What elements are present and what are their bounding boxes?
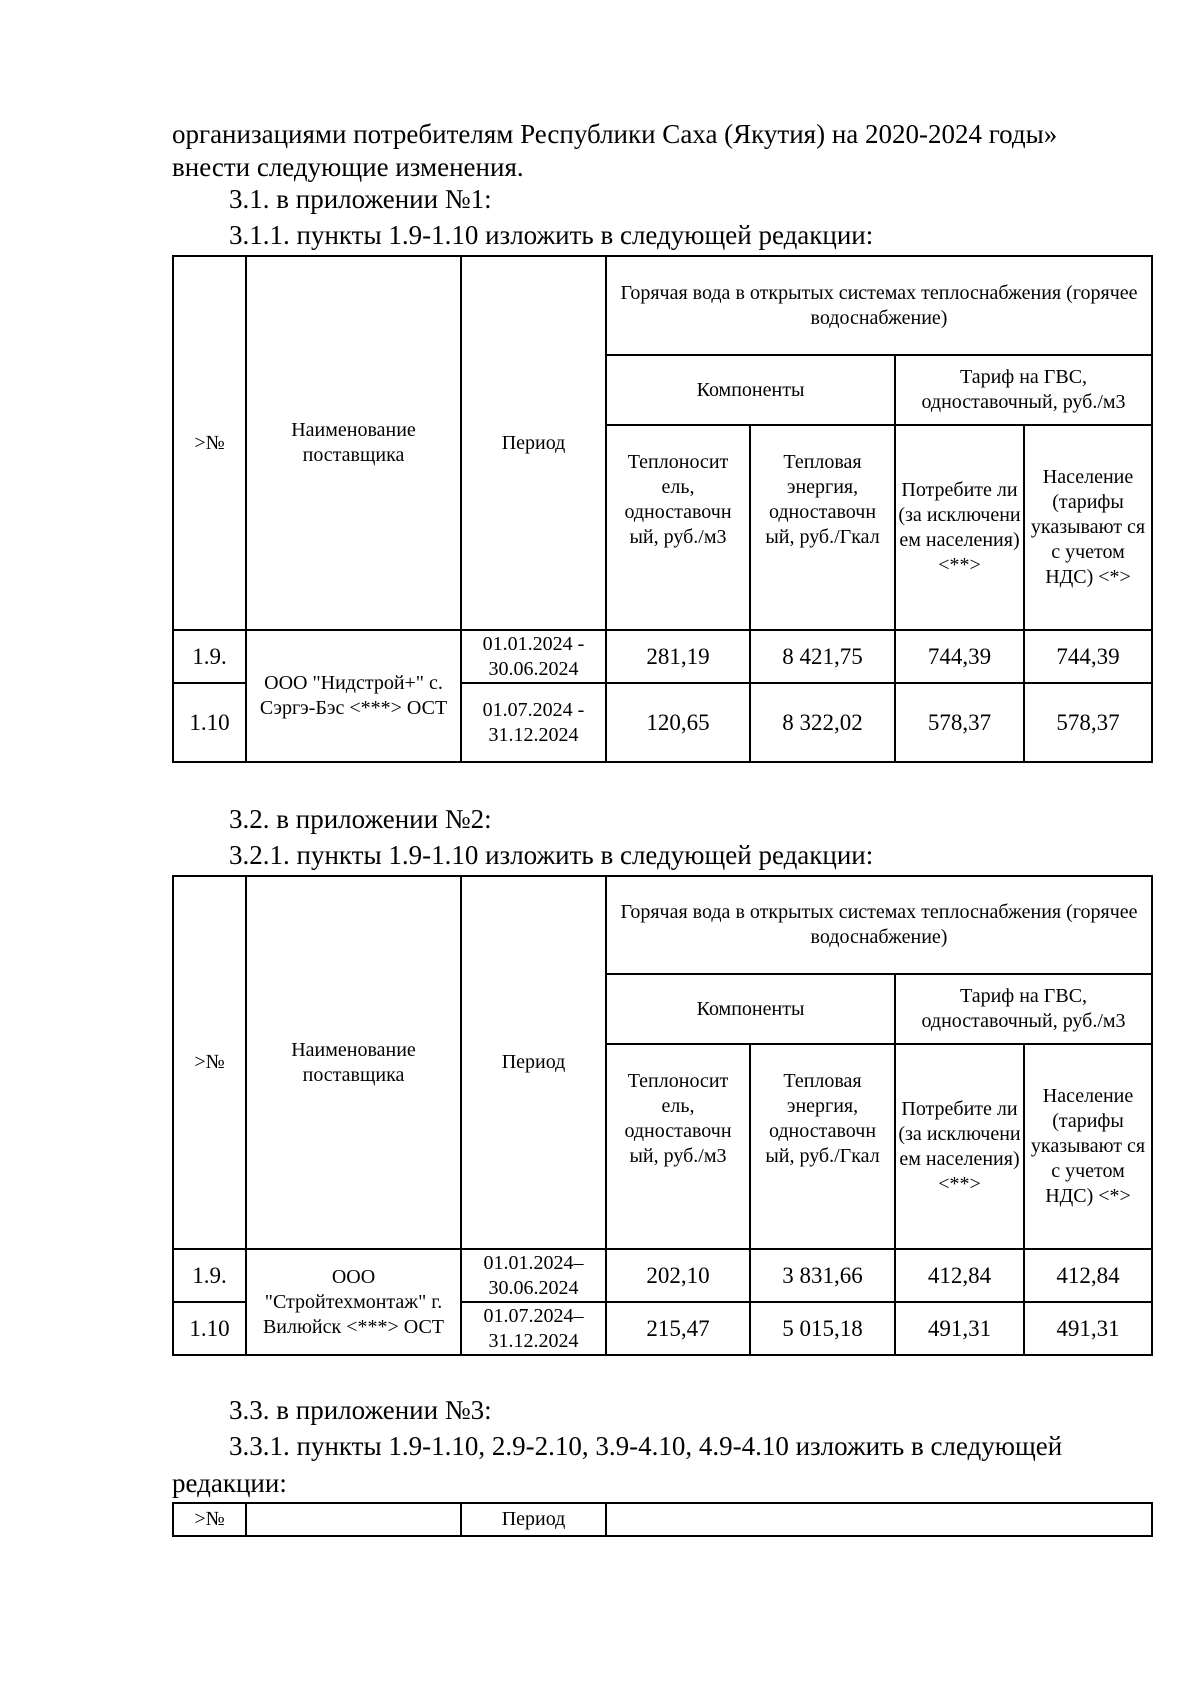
section3-heading: 3.3. в приложении №3:	[229, 1395, 492, 1425]
col-population-header: Население (тарифы указывают ся с учетом НДС) <*>	[1024, 425, 1152, 630]
row-energy: 3 831,66	[750, 1249, 895, 1302]
row-population: 744,39	[1024, 630, 1152, 683]
row-energy: 8 421,75	[750, 630, 895, 683]
row-period: 01.07.2024 - 31.12.2024	[461, 683, 606, 762]
col-energy-header: Тепловая энергия, одноставочн ый, руб./Гкал	[750, 425, 895, 630]
tariff-header: Тариф на ГВС, одноставочный, руб./м3	[895, 974, 1152, 1044]
col-no-header: >№	[173, 876, 246, 1249]
col-period-header: Период	[461, 876, 606, 1249]
table-row	[173, 630, 1152, 683]
col-no-header: >№	[173, 256, 246, 630]
section2-subheading: 3.2.1. пункты 1.9-1.10 изложить в следующей редакции:	[229, 840, 874, 870]
col-period-header: Период	[461, 256, 606, 630]
table-row	[173, 1249, 1152, 1302]
row-no: 1.10	[173, 683, 246, 762]
section2-heading: 3.2. в приложении №2:	[229, 804, 492, 834]
row-period: 01.07.2024– 31.12.2024	[461, 1302, 606, 1355]
row-energy: 5 015,18	[750, 1302, 895, 1355]
col-carrier-header: Теплоносит ель, одноставочн ый, руб./м3	[606, 425, 750, 630]
row-period: 01.01.2024 - 30.06.2024	[461, 630, 606, 683]
col-no-header: >№	[173, 1503, 246, 1536]
col-consumers-header: Потребите ли (за исключени ем населения) <**>	[895, 1044, 1024, 1249]
intro-line-2: внести следующие изменения.	[172, 152, 524, 182]
group-title-header: Горячая вода в открытых системах теплоснабжения (горячее водоснабжение)	[606, 256, 1152, 355]
supplier-name: ООО "Стройтехмонтаж" г. Вилюйск <***> ОСТ	[246, 1249, 461, 1355]
row-population: 578,37	[1024, 683, 1152, 762]
group-title-header	[606, 1503, 1152, 1536]
intro-line-1: организациями потребителям Республики Саха (Якутия) на 2020-2024 годы»	[172, 119, 1058, 149]
row-no: 1.10	[173, 1302, 246, 1355]
row-no: 1.9.	[173, 630, 246, 683]
row-population: 412,84	[1024, 1249, 1152, 1302]
group-title-header: Горячая вода в открытых системах теплоснабжения (горячее водоснабжение)	[606, 876, 1152, 974]
col-name-header	[246, 1503, 461, 1536]
row-carrier: 215,47	[606, 1302, 750, 1355]
supplier-name: ООО "Нидстрой+" с. Сэргэ-Бэс <***> ОСТ	[246, 630, 461, 762]
col-carrier-header: Теплоносит ель, одноставочн ый, руб./м3	[606, 1044, 750, 1249]
col-period-header: Период	[461, 1503, 606, 1536]
section1-heading: 3.1. в приложении №1:	[229, 184, 492, 214]
row-carrier: 281,19	[606, 630, 750, 683]
tariff-header: Тариф на ГВС, одноставочный, руб./м3	[895, 355, 1152, 425]
row-population: 491,31	[1024, 1302, 1152, 1355]
col-energy-header: Тепловая энергия, одноставочн ый, руб./Гкал	[750, 1044, 895, 1249]
section3-subheading-line-2: редакции:	[172, 1468, 287, 1498]
col-consumers-header: Потребите ли (за исключени ем населения) <**>	[895, 425, 1024, 630]
row-consumers: 491,31	[895, 1302, 1024, 1355]
row-consumers: 412,84	[895, 1249, 1024, 1302]
section3-subheading-line-1: 3.3.1. пункты 1.9-1.10, 2.9-2.10, 3.9-4.10, 4.9-4.10 изложить в следующей	[229, 1431, 1063, 1461]
col-population-header: Население (тарифы указывают ся с учетом НДС) <*>	[1024, 1044, 1152, 1249]
col-name-header: Наименование поставщика	[246, 876, 461, 1249]
row-no: 1.9.	[173, 1249, 246, 1302]
row-energy: 8 322,02	[750, 683, 895, 762]
row-consumers: 578,37	[895, 683, 1024, 762]
row-carrier: 202,10	[606, 1249, 750, 1302]
tariff-table-1	[172, 255, 1153, 763]
tariff-table-2	[172, 875, 1153, 1356]
section1-subheading: 3.1.1. пункты 1.9-1.10 изложить в следующей редакции:	[229, 220, 874, 250]
components-header: Компоненты	[606, 974, 895, 1044]
row-period: 01.01.2024– 30.06.2024	[461, 1249, 606, 1302]
tariff-table-3	[172, 1502, 1153, 1537]
row-carrier: 120,65	[606, 683, 750, 762]
components-header: Компоненты	[606, 355, 895, 425]
row-consumers: 744,39	[895, 630, 1024, 683]
col-name-header: Наименование поставщика	[246, 256, 461, 630]
